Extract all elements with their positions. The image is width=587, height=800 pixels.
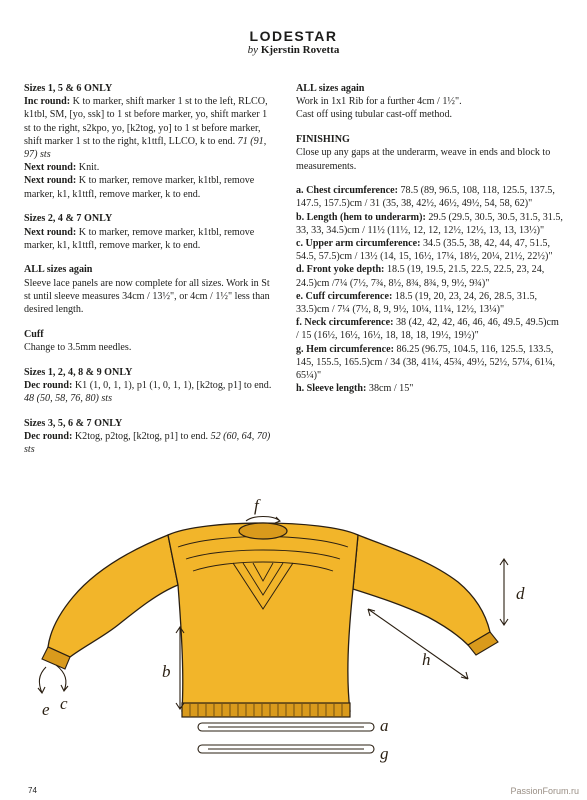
- sweater-illustration: [42, 523, 498, 717]
- sweater-schematic: [28, 497, 568, 782]
- measurement-b: [296, 211, 564, 237]
- label-g: g: [380, 744, 389, 763]
- label-a: a: [380, 716, 389, 735]
- measurement-label: c. Upper arm circumference:: [296, 238, 421, 250]
- neckband: [239, 523, 287, 539]
- label-b: b: [162, 662, 171, 681]
- page-number: 74: [28, 786, 37, 795]
- next-round-label: Next round:: [24, 175, 77, 187]
- inc-round-label: Inc round:: [24, 96, 71, 108]
- byline: [0, 44, 587, 56]
- arrow-c: [56, 665, 68, 691]
- arrow-d: [500, 559, 508, 625]
- dec-round-label: Dec round:: [24, 430, 73, 442]
- section-heading: Sizes 2, 4 & 7 ONLY: [24, 213, 113, 225]
- arrow-e: [38, 667, 46, 693]
- section-sizes-1-2-4-8-9: [24, 366, 276, 406]
- next-round-text: K to marker, remove marker, k1tbl, remove marker, k1, k1ttfl, remove marker, k to end.: [24, 175, 255, 200]
- author-name: Kjerstin Rovetta: [260, 44, 340, 56]
- measurement-label: b. Length (hem to underarm):: [296, 211, 426, 223]
- right-sleeve: [353, 535, 490, 645]
- section-heading: Sizes 1, 5 & 6 ONLY: [24, 83, 113, 94]
- measurement-value: 86.25 (96.75, 104.5, 116, 125.5, 133.5, 145, 155.5, 165.5)cm / 34 (38, 41¼, 45¾, 49½, 52½, 57¼, 61¼, 65¼)": [296, 343, 556, 382]
- dec-round-label: Dec round:: [24, 379, 73, 391]
- byline-by: by: [247, 44, 259, 56]
- measurement-label: f. Neck circumference:: [296, 317, 394, 329]
- section-cuff: [24, 328, 276, 354]
- label-e: e: [42, 700, 50, 719]
- next-round-text: K to marker, remove marker, k1tbl, remove marker, k1, k1ttfl, remove marker, k to end.: [24, 226, 255, 251]
- measurement-value: 29.5 (29.5, 30.5, 30.5, 31.5, 31.5, 33, 33, 34.5)cm / 11½ (11½, 12, 12, 12½, 12½, 13, 13, 13½)": [296, 211, 563, 236]
- measurement-c: [296, 237, 564, 263]
- measurement-value: 38cm / 15": [368, 383, 414, 395]
- dec-round-counts: 48 (50, 58, 76, 80) sts: [24, 393, 113, 405]
- pattern-title: LODESTAR: [249, 28, 338, 44]
- next-round: [24, 226, 276, 252]
- section-text: Sleeve lace panels are now complete for all sizes. Work in St st until sleeve measures 34cm / 13½", or 4cm / 1½" less than desired length.: [24, 277, 270, 316]
- section-finishing: [296, 133, 564, 173]
- measurement-label: h. Sleeve length:: [296, 383, 367, 395]
- measurement-label: d. Front yoke depth:: [296, 264, 385, 276]
- measurement-label: a. Chest circumference:: [296, 185, 398, 197]
- label-c: c: [60, 694, 68, 713]
- measurement-value: 38 (42, 42, 42, 46, 46, 46, 49.5, 49.5)cm / 15 (16½, 16½, 16½, 18, 18, 18, 19½, 19½)": [296, 317, 559, 342]
- measurement-label: g. Hem circumference:: [296, 343, 394, 355]
- hem-rib: [182, 703, 350, 717]
- next-round-text: Knit.: [78, 162, 100, 174]
- measurements-list: [296, 184, 564, 395]
- section-all-sizes-again: [296, 82, 564, 122]
- dec-round-text: K1 (1, 0, 1, 1), p1 (1, 0, 1, 1), [k2tog, p1] to end.: [74, 379, 272, 391]
- section-heading: Cuff: [24, 328, 44, 340]
- section-heading: Sizes 1, 2, 4, 8 & 9 ONLY: [24, 366, 133, 378]
- right-column: [296, 82, 564, 395]
- left-sleeve: [48, 535, 178, 657]
- measurement-h: [296, 382, 564, 395]
- section-heading: ALL sizes again: [296, 83, 365, 94]
- dec-round: [24, 379, 276, 405]
- measurement-value: 34.5 (35.5, 38, 42, 44, 47, 51.5, 54.5, 57.5)cm / 13½ (14, 15, 16½, 17¼, 18½, 20¼, 21½, 22½)": [296, 238, 553, 263]
- section-sizes-2-4-7: [24, 212, 276, 252]
- inc-round-counts: 71 (91, 97) sts: [24, 135, 267, 161]
- next-round-remove: [24, 174, 276, 200]
- section-sizes-1-5-6: [24, 82, 276, 201]
- measurement-g: [296, 343, 564, 383]
- inc-round-text: K to marker, shift marker 1 st to the left, RLCO, k1tbl, SM, [yo, ssk] to 1 st before marker, yo, shift marker 1 st to the right, s2kpo, yo, [k2tog, yo] to 1 st before marker, shift marker 1 st to the right, k1ttfl, LLCO, k to end.: [24, 96, 268, 147]
- dec-round-text: K2tog, p2tog, [k2tog, p1] to end.: [74, 430, 209, 442]
- measurement-value: 18.5 (19, 20, 23, 24, 26, 28.5, 31.5, 33.5)cm / 7¼ (7½, 8, 9, 9½, 10¼, 11¼, 12½, 13¼)": [296, 290, 538, 316]
- finishing-text: Close up any gaps at the underarm, weave in ends and block to measurements.: [296, 147, 551, 172]
- rib-line: Work in 1x1 Rib for a further 4cm / 1½".: [296, 96, 462, 108]
- section-all-sizes: [24, 263, 276, 316]
- measurement-label: e. Cuff circumference:: [296, 290, 393, 302]
- sweater-body: [168, 523, 358, 711]
- inc-round: [24, 95, 276, 161]
- cast-off-line: Cast off using tubular cast-off method.: [296, 109, 453, 121]
- next-round-knit: [24, 161, 276, 174]
- dec-round: [24, 430, 276, 456]
- label-d: d: [516, 584, 525, 603]
- section-heading: ALL sizes again: [24, 264, 93, 276]
- dec-round-counts: 52 (60, 64, 70) sts: [24, 430, 271, 456]
- watermark: PassionForum.ru: [510, 786, 579, 796]
- section-sizes-3-5-6-7: [24, 417, 276, 457]
- section-heading: FINISHING: [296, 134, 350, 146]
- measurement-e: [296, 290, 564, 316]
- measurement-a: [296, 184, 564, 210]
- label-f: f: [254, 497, 259, 515]
- section-heading: Sizes 3, 5, 6 & 7 ONLY: [24, 417, 123, 429]
- measurement-d: [296, 263, 564, 289]
- next-round-label: Next round:: [24, 162, 77, 174]
- label-h: h: [422, 650, 431, 669]
- section-text: Change to 3.5mm needles.: [24, 341, 132, 353]
- measurement-f: [296, 316, 564, 342]
- measurement-value: 18.5 (19, 19.5, 21.5, 22.5, 22.5, 23, 24, 24.5)cm /7¼ (7½, 7¾, 8½, 8¾, 8¾, 9, 9½, 9¾)": [296, 264, 545, 289]
- arrow-f: [246, 517, 280, 524]
- left-column: [24, 82, 276, 468]
- next-round-label: Next round:: [24, 226, 77, 238]
- measurement-value: 78.5 (89, 96.5, 108, 118, 125.5, 137.5, 147.5, 157.5)cm / 31 (35, 38, 42½, 46½, 49½, 54, 58, 62)": [296, 185, 555, 210]
